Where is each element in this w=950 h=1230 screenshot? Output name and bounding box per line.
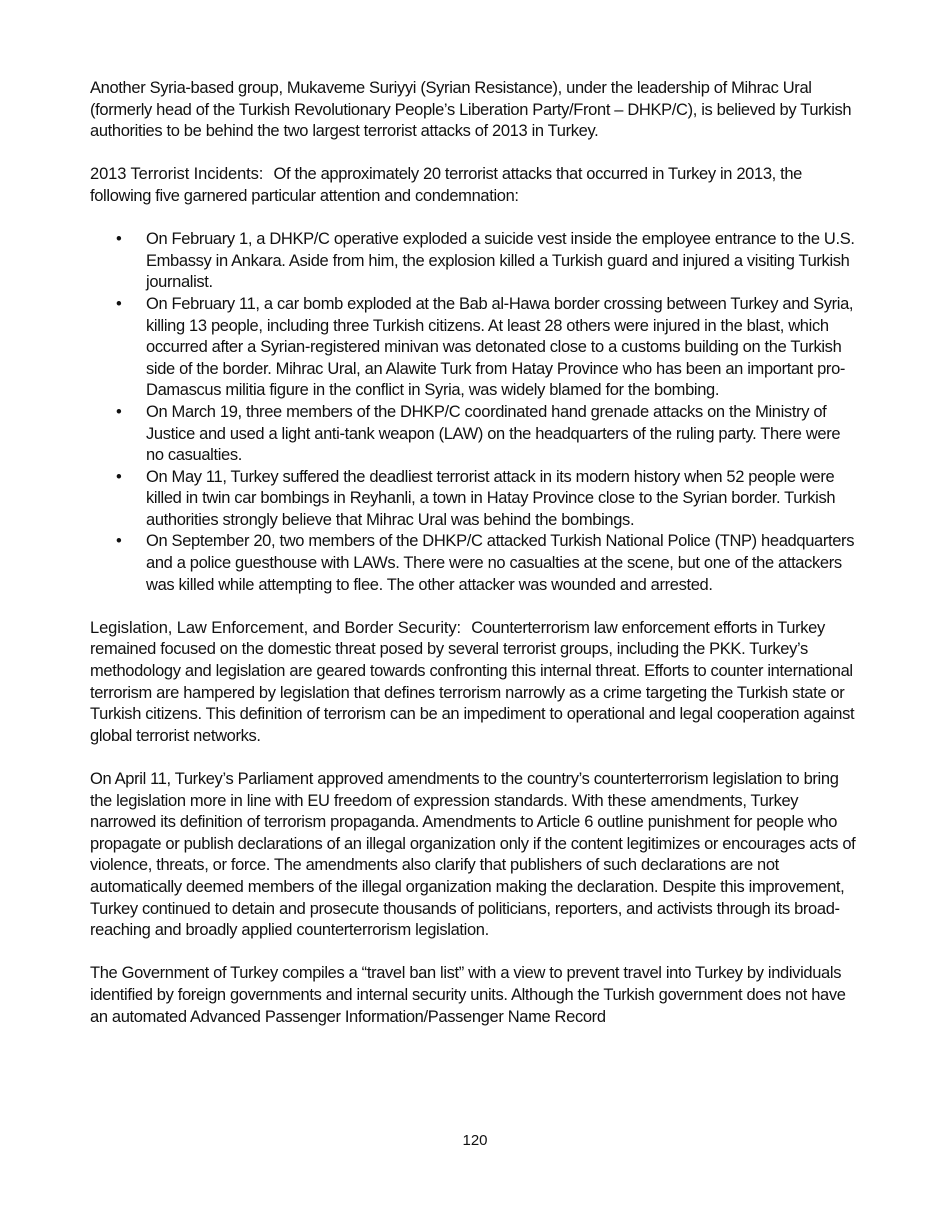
intro-paragraph: Another Syria-based group, Mukaveme Suriyyi (Syrian Resistance), under the leadership of Mihrac Ural (formerly head of the Turkish Revolutionary People’s Liberation Party/Front – DHKP/C), is believed by Turkish authorities to be behind the two largest terrorist attacks of 2013 in Turkey. [90, 79, 852, 141]
legislation-section-heading: Legislation, Law Enforcement, and Border Security: [90, 618, 462, 637]
incidents-intro-paragraph [90, 164, 860, 207]
legislation-text: Counterterrorism law enforcement efforts in Turkey remained focused on the domestic threat posed by several terrorist groups, including the PKK. Turkey’s methodology and legislation are geared towards confronting this internal threat. Efforts to counter international terrorism are hampered by legislation that defines terrorism narrowly as a crime targeting the Turkish state or Turkish citizens. This definition of terrorism can be an impediment to operational and legal cooperation against global terrorist networks. [90, 618, 855, 745]
incidents-section-heading: 2013 Terrorist Incidents: [90, 165, 264, 184]
page-number: 120 [462, 1132, 488, 1149]
incident-item: • On February 11, a car bomb exploded at the Bab al-Hawa border crossing between Turkey and Syria, killing 13 people, including three Turkish citizens. At least 28 others were injured in the blast, which occurred after a Syrian-registered minivan was detonated close to a customs building on the Turkish side of the border. Mihrac Ural, an Alawite Turk from Hatay Province who has been an important pro-Damascus militia figure in the conflict in Syria, was widely blamed for the bombing. [90, 294, 860, 402]
incidents-list [90, 229, 860, 596]
legislation-paragraph [90, 618, 860, 748]
incident-item: • On May 11, Turkey suffered the deadliest terrorist attack in its modern history when 52 people were killed in twin car bombings in Reyhanli, a town in Hatay Province close to the Syrian border. Turkish authorities strongly believe that Mihrac Ural was behind the bombings. [90, 467, 860, 532]
document-page [90, 78, 860, 1050]
incident-item: • On February 1, a DHKP/C operative exploded a suicide vest inside the employee entrance to the U.S. Embassy in Ankara. Aside from him, the explosion killed a Turkish guard and injured a visiting Turkish journalist. [90, 229, 860, 294]
incident-item: • On March 19, three members of the DHKP/C coordinated hand grenade attacks on the Ministry of Justice and used a light anti-tank weapon (LAW) on the headquarters of the ruling party. There were no casualties. [90, 402, 860, 467]
april-amendments-paragraph: On April 11, Turkey’s Parliament approved amendments to the country’s counterterrorism legislation to bring the legislation more in line with EU freedom of expression standards. With these amendments, Turkey narrowed its definition of terrorism propaganda. Amendments to Article 6 outline punishment for people who propagate or publish declarations of an illegal organization only if the content legitimizes or encourages acts of violence, threats, or force. The amendments also clarify that publishers of such declarations are not automatically deemed members of the illegal organization making the declaration. Despite this improvement, Turkey continued to detain and prosecute thousands of politicians, reporters, and activists through its broad-reaching and broadly applied counterterrorism legislation. [90, 770, 856, 940]
travel-ban-paragraph: The Government of Turkey compiles a “travel ban list” with a view to prevent travel into Turkey by individuals identified by foreign governments and internal security units. Although the Turkish government does not have an automated Advanced Passenger Information/Passenger Name Record [90, 964, 846, 1026]
incident-item: • On September 20, two members of the DHKP/C attacked Turkish National Police (TNP) headquarters and a police guesthouse with LAWs. There were no casualties at the scene, but one of the attackers was killed while attempting to flee. The other attacker was wounded and arrested. [90, 531, 860, 596]
incidents-intro-text: Of the approximately 20 terrorist attacks that occurred in Turkey in 2013, the following five garnered particular attention and condemnation: [90, 165, 803, 205]
